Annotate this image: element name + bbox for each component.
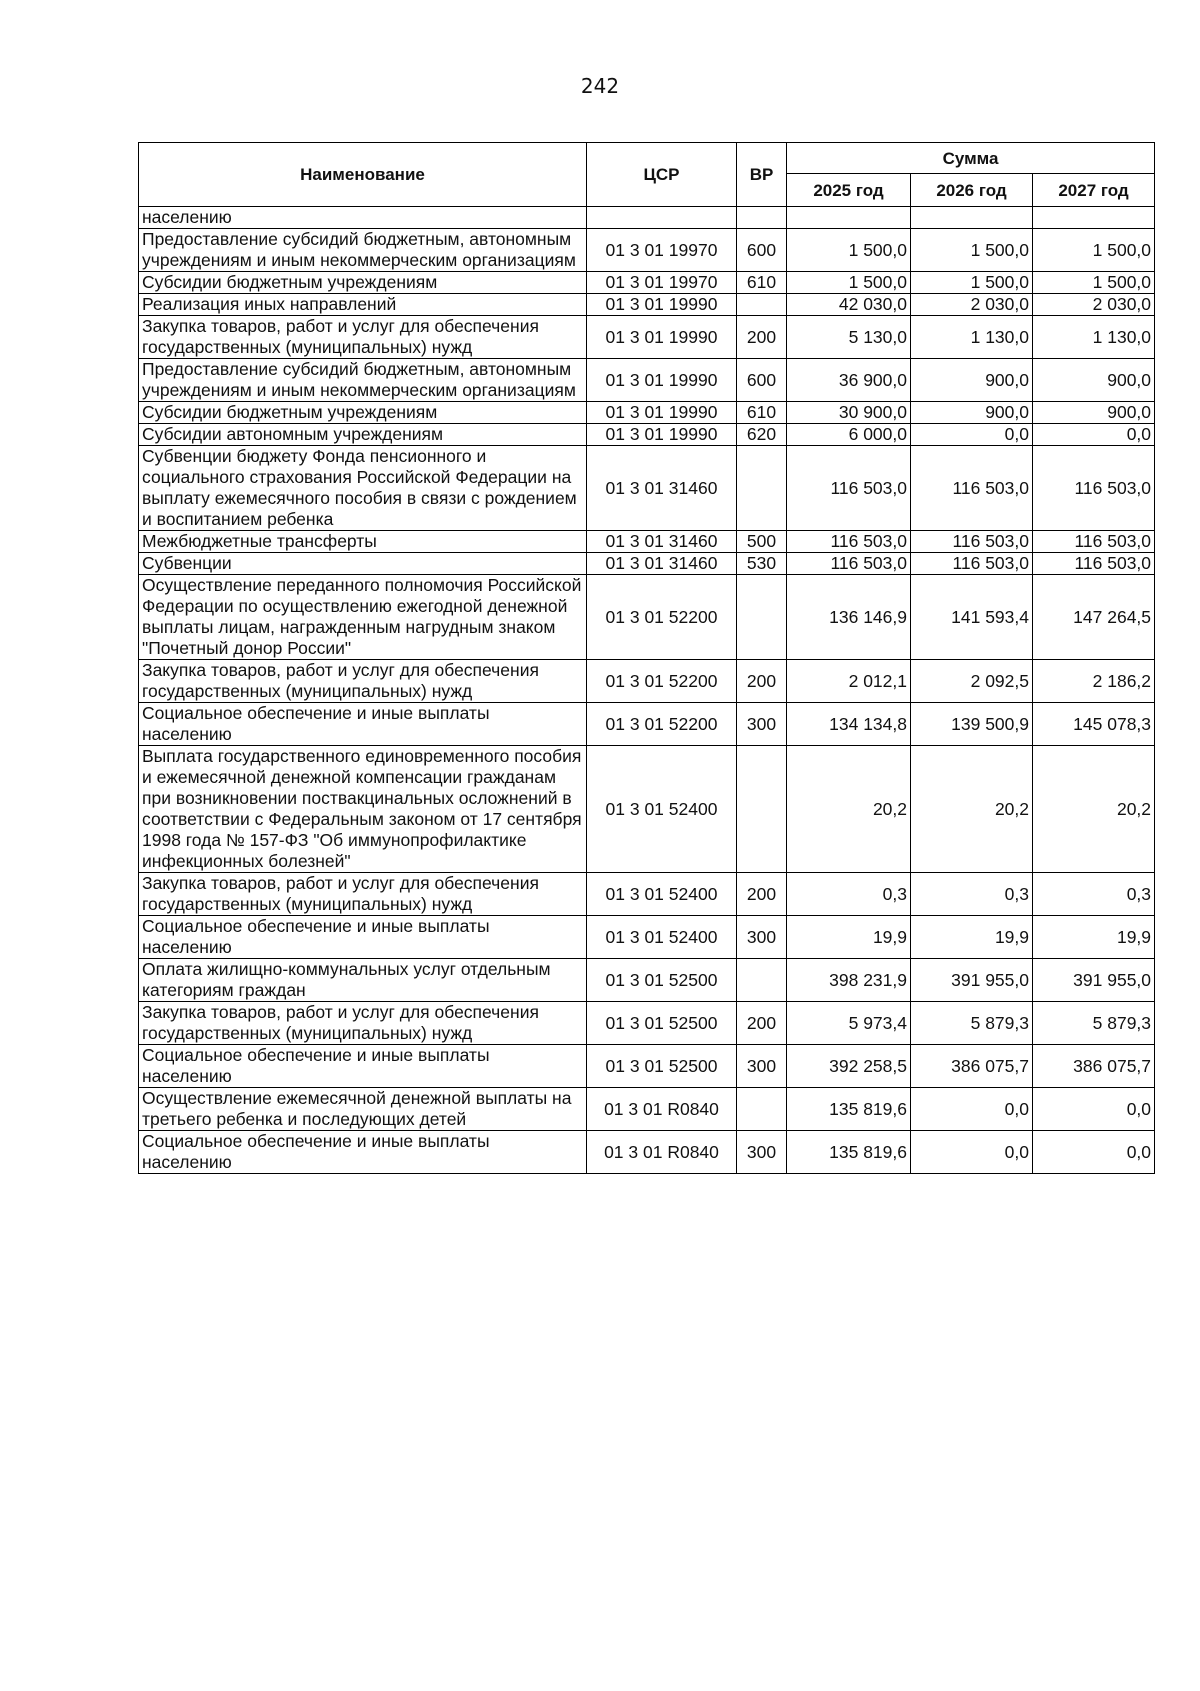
table-row — [139, 1131, 1155, 1174]
header-name: Наименование — [139, 143, 587, 207]
table-row — [139, 703, 1155, 746]
cell-csr: 01 3 01 52500 — [587, 959, 737, 1002]
cell-2025: 136 146,9 — [787, 575, 911, 660]
cell-vr: 300 — [737, 1131, 787, 1174]
cell-csr: 01 3 01 19970 — [587, 272, 737, 294]
cell-2025: 19,9 — [787, 916, 911, 959]
cell-name: Закупка товаров, работ и услуг для обеспечения государственных (муниципальных) нужд — [139, 660, 587, 703]
cell-2025: 2 012,1 — [787, 660, 911, 703]
table-row — [139, 553, 1155, 575]
cell-2026: 116 503,0 — [911, 531, 1033, 553]
cell-name: Субсидии бюджетным учреждениям — [139, 272, 587, 294]
cell-name: Субвенции — [139, 553, 587, 575]
table-row — [139, 424, 1155, 446]
cell-vr — [737, 294, 787, 316]
cell-2025: 30 900,0 — [787, 402, 911, 424]
cell-2025: 5 130,0 — [787, 316, 911, 359]
cell-2027: 2 030,0 — [1033, 294, 1155, 316]
cell-2026: 20,2 — [911, 746, 1033, 873]
cell-2026: 0,0 — [911, 424, 1033, 446]
cell-vr: 530 — [737, 553, 787, 575]
cell-2025: 398 231,9 — [787, 959, 911, 1002]
cell-name: Предоставление субсидий бюджетным, автономным учреждениям и иным некоммерческим организациям — [139, 359, 587, 402]
cell-csr: 01 3 01 19970 — [587, 229, 737, 272]
cell-2027: 147 264,5 — [1033, 575, 1155, 660]
cell-csr: 01 3 01 31460 — [587, 531, 737, 553]
cell-vr: 200 — [737, 1002, 787, 1045]
cell-2027: 145 078,3 — [1033, 703, 1155, 746]
cell-2025: 134 134,8 — [787, 703, 911, 746]
cell-name: Социальное обеспечение и иные выплаты населению — [139, 703, 587, 746]
cell-2026: 2 092,5 — [911, 660, 1033, 703]
cell-vr — [737, 575, 787, 660]
cell-vr: 500 — [737, 531, 787, 553]
cell-2025: 20,2 — [787, 746, 911, 873]
cell-name: Межбюджетные трансферты — [139, 531, 587, 553]
table-row — [139, 1045, 1155, 1088]
cell-csr — [587, 207, 737, 229]
cell-2026: 5 879,3 — [911, 1002, 1033, 1045]
cell-2027: 1 500,0 — [1033, 272, 1155, 294]
header-year-2027: 2027 год — [1033, 174, 1155, 207]
cell-name: Осуществление переданного полномочия Российской Федерации по осуществлению ежегодной денежной выплаты лицам, награжденным нагрудным знаком "Почетный донор России" — [139, 575, 587, 660]
table-row — [139, 746, 1155, 873]
cell-vr: 300 — [737, 916, 787, 959]
cell-csr: 01 3 01 19990 — [587, 402, 737, 424]
cell-2027: 0,3 — [1033, 873, 1155, 916]
cell-csr: 01 3 01 52500 — [587, 1045, 737, 1088]
cell-2025: 135 819,6 — [787, 1088, 911, 1131]
table-body — [139, 207, 1155, 1174]
cell-name: Социальное обеспечение и иные выплаты населению — [139, 916, 587, 959]
cell-2026: 1 500,0 — [911, 272, 1033, 294]
cell-vr — [737, 959, 787, 1002]
table-row — [139, 272, 1155, 294]
table-row — [139, 294, 1155, 316]
cell-name: Реализация иных направлений — [139, 294, 587, 316]
cell-name: Выплата государственного единовременного пособия и ежемесячной денежной компенсации гражданам при возникновении поствакцинальных осложнений в соответствии с Федеральным законом от 17 сентября 1998 года № 157-ФЗ "Об иммунопрофилактике инфекционных болезней" — [139, 746, 587, 873]
cell-name: Социальное обеспечение и иные выплаты населению — [139, 1045, 587, 1088]
cell-2025: 6 000,0 — [787, 424, 911, 446]
cell-name: Оплата жилищно-коммунальных услуг отдельным категориям граждан — [139, 959, 587, 1002]
cell-2027: 0,0 — [1033, 1131, 1155, 1174]
table-row — [139, 229, 1155, 272]
cell-vr — [737, 207, 787, 229]
cell-vr: 200 — [737, 660, 787, 703]
cell-2027: 116 503,0 — [1033, 531, 1155, 553]
cell-2027: 5 879,3 — [1033, 1002, 1155, 1045]
cell-2025: 116 503,0 — [787, 446, 911, 531]
cell-csr: 01 3 01 52400 — [587, 873, 737, 916]
cell-2027: 2 186,2 — [1033, 660, 1155, 703]
budget-table — [138, 142, 1155, 1174]
cell-2027 — [1033, 207, 1155, 229]
cell-csr: 01 3 01 52200 — [587, 575, 737, 660]
table-row — [139, 959, 1155, 1002]
table-row — [139, 531, 1155, 553]
cell-2025: 116 503,0 — [787, 553, 911, 575]
cell-2025: 5 973,4 — [787, 1002, 911, 1045]
cell-2025: 36 900,0 — [787, 359, 911, 402]
cell-2027: 0,0 — [1033, 424, 1155, 446]
cell-vr — [737, 1088, 787, 1131]
cell-name: Закупка товаров, работ и услуг для обеспечения государственных (муниципальных) нужд — [139, 316, 587, 359]
table-row — [139, 402, 1155, 424]
cell-2027: 116 503,0 — [1033, 553, 1155, 575]
cell-name: Социальное обеспечение и иные выплаты населению — [139, 1131, 587, 1174]
cell-csr: 01 3 01 52200 — [587, 660, 737, 703]
cell-vr: 620 — [737, 424, 787, 446]
cell-2027: 116 503,0 — [1033, 446, 1155, 531]
cell-name: Субсидии бюджетным учреждениям — [139, 402, 587, 424]
cell-name: Закупка товаров, работ и услуг для обеспечения государственных (муниципальных) нужд — [139, 873, 587, 916]
cell-2026: 386 075,7 — [911, 1045, 1033, 1088]
cell-csr: 01 3 01 R0840 — [587, 1131, 737, 1174]
cell-2026: 0,0 — [911, 1131, 1033, 1174]
cell-name: Предоставление субсидий бюджетным, автономным учреждениям и иным некоммерческим организациям — [139, 229, 587, 272]
header-year-2026: 2026 год — [911, 174, 1033, 207]
table-row — [139, 575, 1155, 660]
cell-2027: 1 500,0 — [1033, 229, 1155, 272]
cell-2026: 1 500,0 — [911, 229, 1033, 272]
cell-2026: 391 955,0 — [911, 959, 1033, 1002]
cell-csr: 01 3 01 R0840 — [587, 1088, 737, 1131]
cell-2026: 0,3 — [911, 873, 1033, 916]
table-row — [139, 316, 1155, 359]
header-year-2025: 2025 год — [787, 174, 911, 207]
cell-2026: 139 500,9 — [911, 703, 1033, 746]
header-vr: ВР — [737, 143, 787, 207]
table-row — [139, 446, 1155, 531]
cell-vr: 600 — [737, 229, 787, 272]
table-row — [139, 1002, 1155, 1045]
table-row — [139, 207, 1155, 229]
cell-name: населению — [139, 207, 587, 229]
cell-2025 — [787, 207, 911, 229]
page-number: 242 — [580, 74, 620, 98]
cell-name: Субсидии автономным учреждениям — [139, 424, 587, 446]
cell-name: Закупка товаров, работ и услуг для обеспечения государственных (муниципальных) нужд — [139, 1002, 587, 1045]
cell-2025: 42 030,0 — [787, 294, 911, 316]
cell-name: Субвенции бюджету Фонда пенсионного и социального страхования Российской Федерации на выплату ежемесячного пособия в связи с рождением и воспитанием ребенка — [139, 446, 587, 531]
cell-vr — [737, 446, 787, 531]
cell-csr: 01 3 01 52200 — [587, 703, 737, 746]
cell-csr: 01 3 01 31460 — [587, 553, 737, 575]
cell-csr: 01 3 01 19990 — [587, 424, 737, 446]
cell-2025: 0,3 — [787, 873, 911, 916]
cell-csr: 01 3 01 19990 — [587, 359, 737, 402]
cell-2025: 1 500,0 — [787, 272, 911, 294]
header-csr: ЦСР — [587, 143, 737, 207]
cell-csr: 01 3 01 19990 — [587, 316, 737, 359]
cell-2026: 900,0 — [911, 359, 1033, 402]
cell-2027: 900,0 — [1033, 402, 1155, 424]
cell-2026: 2 030,0 — [911, 294, 1033, 316]
cell-vr — [737, 746, 787, 873]
cell-2026: 1 130,0 — [911, 316, 1033, 359]
header-sum: Сумма — [787, 143, 1155, 174]
table-row — [139, 873, 1155, 916]
cell-2027: 386 075,7 — [1033, 1045, 1155, 1088]
cell-2027: 19,9 — [1033, 916, 1155, 959]
table-row — [139, 359, 1155, 402]
table-row — [139, 916, 1155, 959]
table-row — [139, 660, 1155, 703]
cell-vr: 200 — [737, 873, 787, 916]
cell-2025: 392 258,5 — [787, 1045, 911, 1088]
cell-vr: 610 — [737, 272, 787, 294]
cell-2027: 1 130,0 — [1033, 316, 1155, 359]
cell-vr: 300 — [737, 703, 787, 746]
cell-2026: 116 503,0 — [911, 553, 1033, 575]
cell-2026: 141 593,4 — [911, 575, 1033, 660]
cell-2026: 0,0 — [911, 1088, 1033, 1131]
cell-vr: 300 — [737, 1045, 787, 1088]
cell-vr: 600 — [737, 359, 787, 402]
cell-2027: 900,0 — [1033, 359, 1155, 402]
table-header — [139, 143, 1155, 207]
cell-2026: 900,0 — [911, 402, 1033, 424]
cell-2026: 19,9 — [911, 916, 1033, 959]
cell-2025: 135 819,6 — [787, 1131, 911, 1174]
cell-2026: 116 503,0 — [911, 446, 1033, 531]
cell-name: Осуществление ежемесячной денежной выплаты на третьего ребенка и последующих детей — [139, 1088, 587, 1131]
cell-vr: 610 — [737, 402, 787, 424]
cell-csr: 01 3 01 31460 — [587, 446, 737, 531]
cell-2026 — [911, 207, 1033, 229]
cell-2027: 391 955,0 — [1033, 959, 1155, 1002]
cell-csr: 01 3 01 52500 — [587, 1002, 737, 1045]
cell-csr: 01 3 01 19990 — [587, 294, 737, 316]
cell-2025: 116 503,0 — [787, 531, 911, 553]
cell-vr: 200 — [737, 316, 787, 359]
cell-2027: 20,2 — [1033, 746, 1155, 873]
table-row — [139, 1088, 1155, 1131]
cell-2027: 0,0 — [1033, 1088, 1155, 1131]
cell-2025: 1 500,0 — [787, 229, 911, 272]
cell-csr: 01 3 01 52400 — [587, 746, 737, 873]
cell-csr: 01 3 01 52400 — [587, 916, 737, 959]
